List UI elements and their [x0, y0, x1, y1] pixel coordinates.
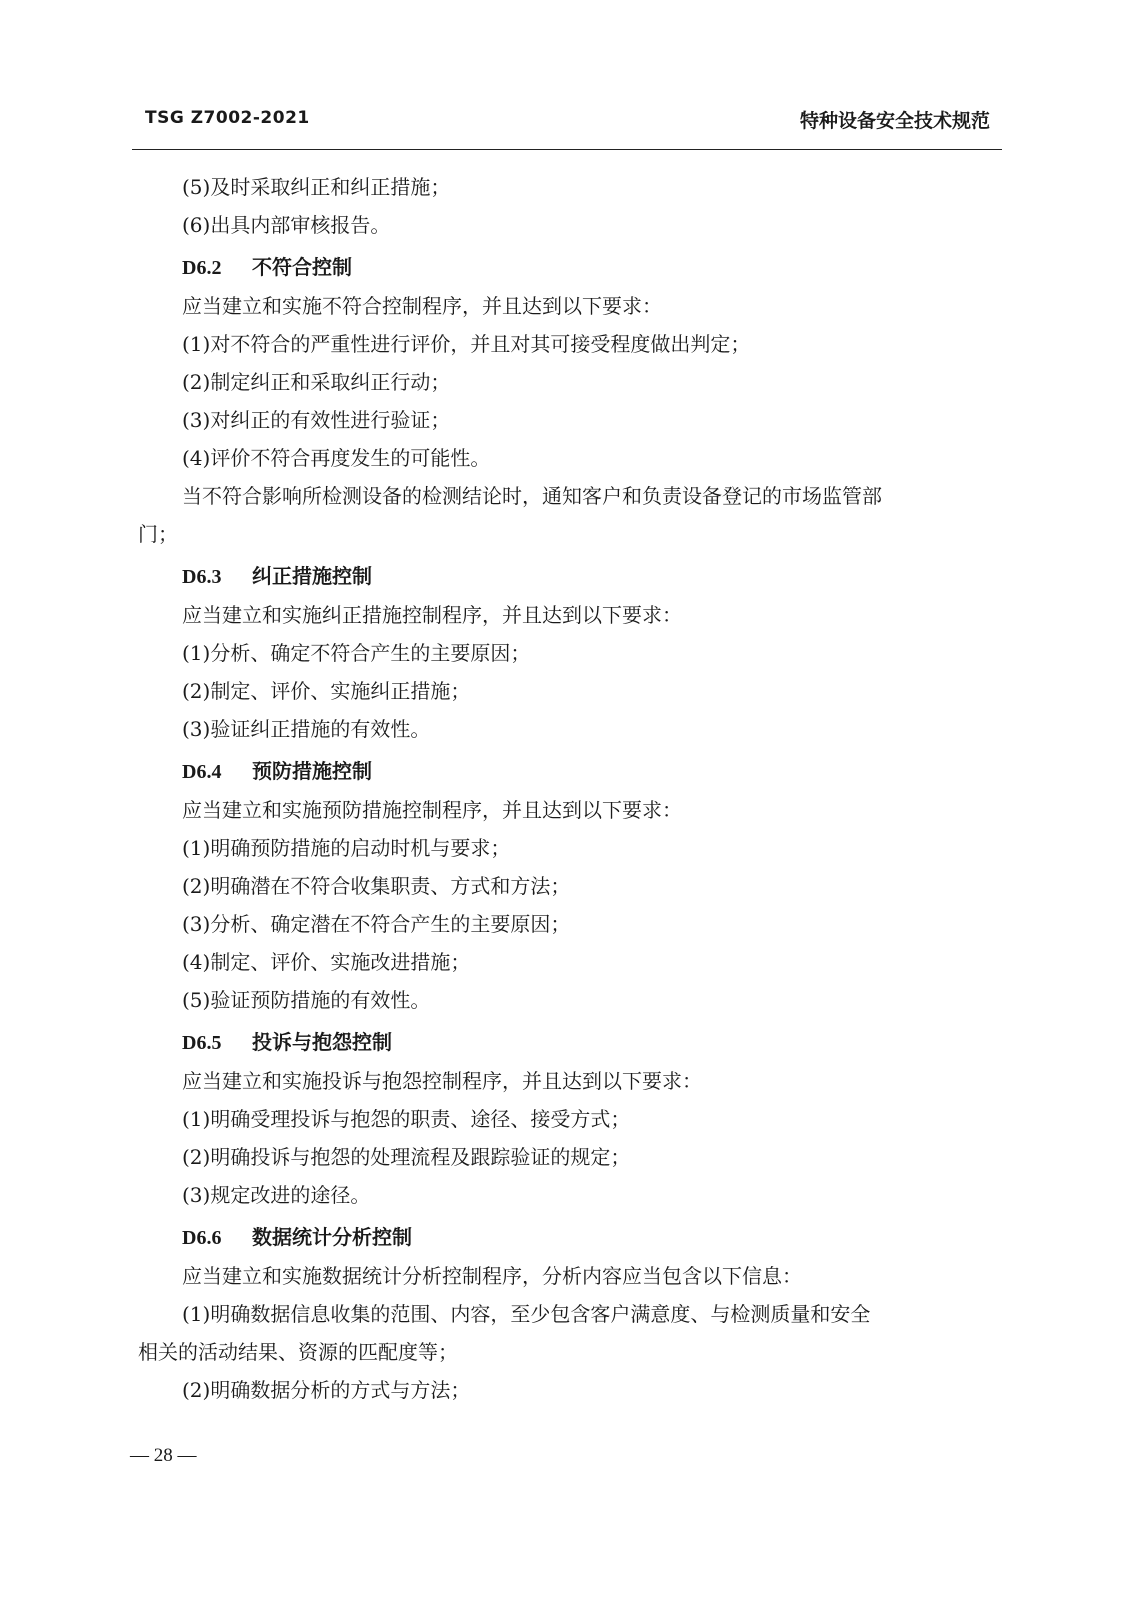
section-number: D6.2	[182, 257, 222, 279]
page-body	[138, 168, 1004, 1409]
list-item: (1)明确预防措施的启动时机与要求；	[182, 836, 511, 860]
section-title: 预防措施控制	[252, 759, 372, 783]
section-number: D6.5	[182, 1032, 222, 1054]
list-item: (5)验证预防措施的有效性。	[182, 988, 431, 1012]
paragraph-continuation: 门；	[138, 522, 178, 546]
paragraph	[138, 1295, 1004, 1371]
section-heading-d6-6	[138, 1218, 1004, 1257]
list-item: (5)及时采取纠正和纠正措施；	[182, 175, 451, 199]
section-heading-d6-5	[138, 1023, 1004, 1062]
list-item: (1)分析、确定不符合产生的主要原因；	[182, 641, 531, 665]
list-item: (2)明确潜在不符合收集职责、方式和方法；	[182, 874, 571, 898]
paragraph-first-line: 当不符合影响所检测设备的检测结论时，通知客户和负责设备登记的市场监管部	[182, 484, 882, 508]
list-item: (2)制定、评价、实施纠正措施；	[182, 679, 471, 703]
list-item: (3)分析、确定潜在不符合产生的主要原因；	[182, 912, 571, 936]
list-item: (2)明确数据分析的方式与方法；	[182, 1378, 471, 1402]
section-heading-d6-4	[138, 752, 1004, 791]
list-item: (2)明确投诉与抱怨的处理流程及跟踪验证的规定；	[182, 1145, 631, 1169]
section-title: 投诉与抱怨控制	[252, 1030, 392, 1054]
paragraph-line: 应当建立和实施投诉与抱怨控制程序，并且达到以下要求：	[182, 1069, 702, 1093]
section-heading-d6-2	[138, 248, 1004, 287]
paragraph-continuation: 相关的活动结果、资源的匹配度等；	[138, 1340, 458, 1364]
paragraph-line: 应当建立和实施数据统计分析控制程序，分析内容应当包含以下信息：	[182, 1264, 802, 1288]
paragraph-line: 应当建立和实施预防措施控制程序，并且达到以下要求：	[182, 798, 682, 822]
list-item: (1)明确受理投诉与抱怨的职责、途径、接受方式；	[182, 1107, 631, 1131]
section-number: D6.4	[182, 761, 222, 783]
section-title: 纠正措施控制	[252, 564, 372, 588]
section-number: D6.3	[182, 566, 222, 588]
list-item: (1)对不符合的严重性进行评价，并且对其可接受程度做出判定；	[182, 332, 751, 356]
list-item: (3)规定改进的途径。	[182, 1183, 371, 1207]
list-item: (2)制定纠正和采取纠正行动；	[182, 370, 451, 394]
paragraph-first-line: (1)明确数据信息收集的范围、内容，至少包含客户满意度、与检测质量和安全	[182, 1302, 871, 1326]
section-title: 不符合控制	[252, 255, 352, 279]
list-item: (6)出具内部审核报告。	[182, 213, 391, 237]
list-item: (3)验证纠正措施的有效性。	[182, 717, 431, 741]
section-number: D6.6	[182, 1227, 222, 1249]
document-series-title: 特种设备安全技术规范	[799, 110, 990, 132]
list-item: (3)对纠正的有效性进行验证；	[182, 408, 451, 432]
paragraph-line: 应当建立和实施不符合控制程序，并且达到以下要求：	[182, 294, 662, 318]
list-item: (4)制定、评价、实施改进措施；	[182, 950, 471, 974]
section-heading-d6-3	[138, 557, 1004, 596]
document-code: TSG Z7002-2021	[145, 108, 310, 128]
paragraph-line: 应当建立和实施纠正措施控制程序，并且达到以下要求：	[182, 603, 682, 627]
page-number: — 28 —	[130, 1445, 197, 1466]
list-item: (4)评价不符合再度发生的可能性。	[182, 446, 491, 470]
section-title: 数据统计分析控制	[252, 1225, 412, 1249]
paragraph	[138, 477, 1004, 553]
header-divider	[132, 149, 1002, 150]
